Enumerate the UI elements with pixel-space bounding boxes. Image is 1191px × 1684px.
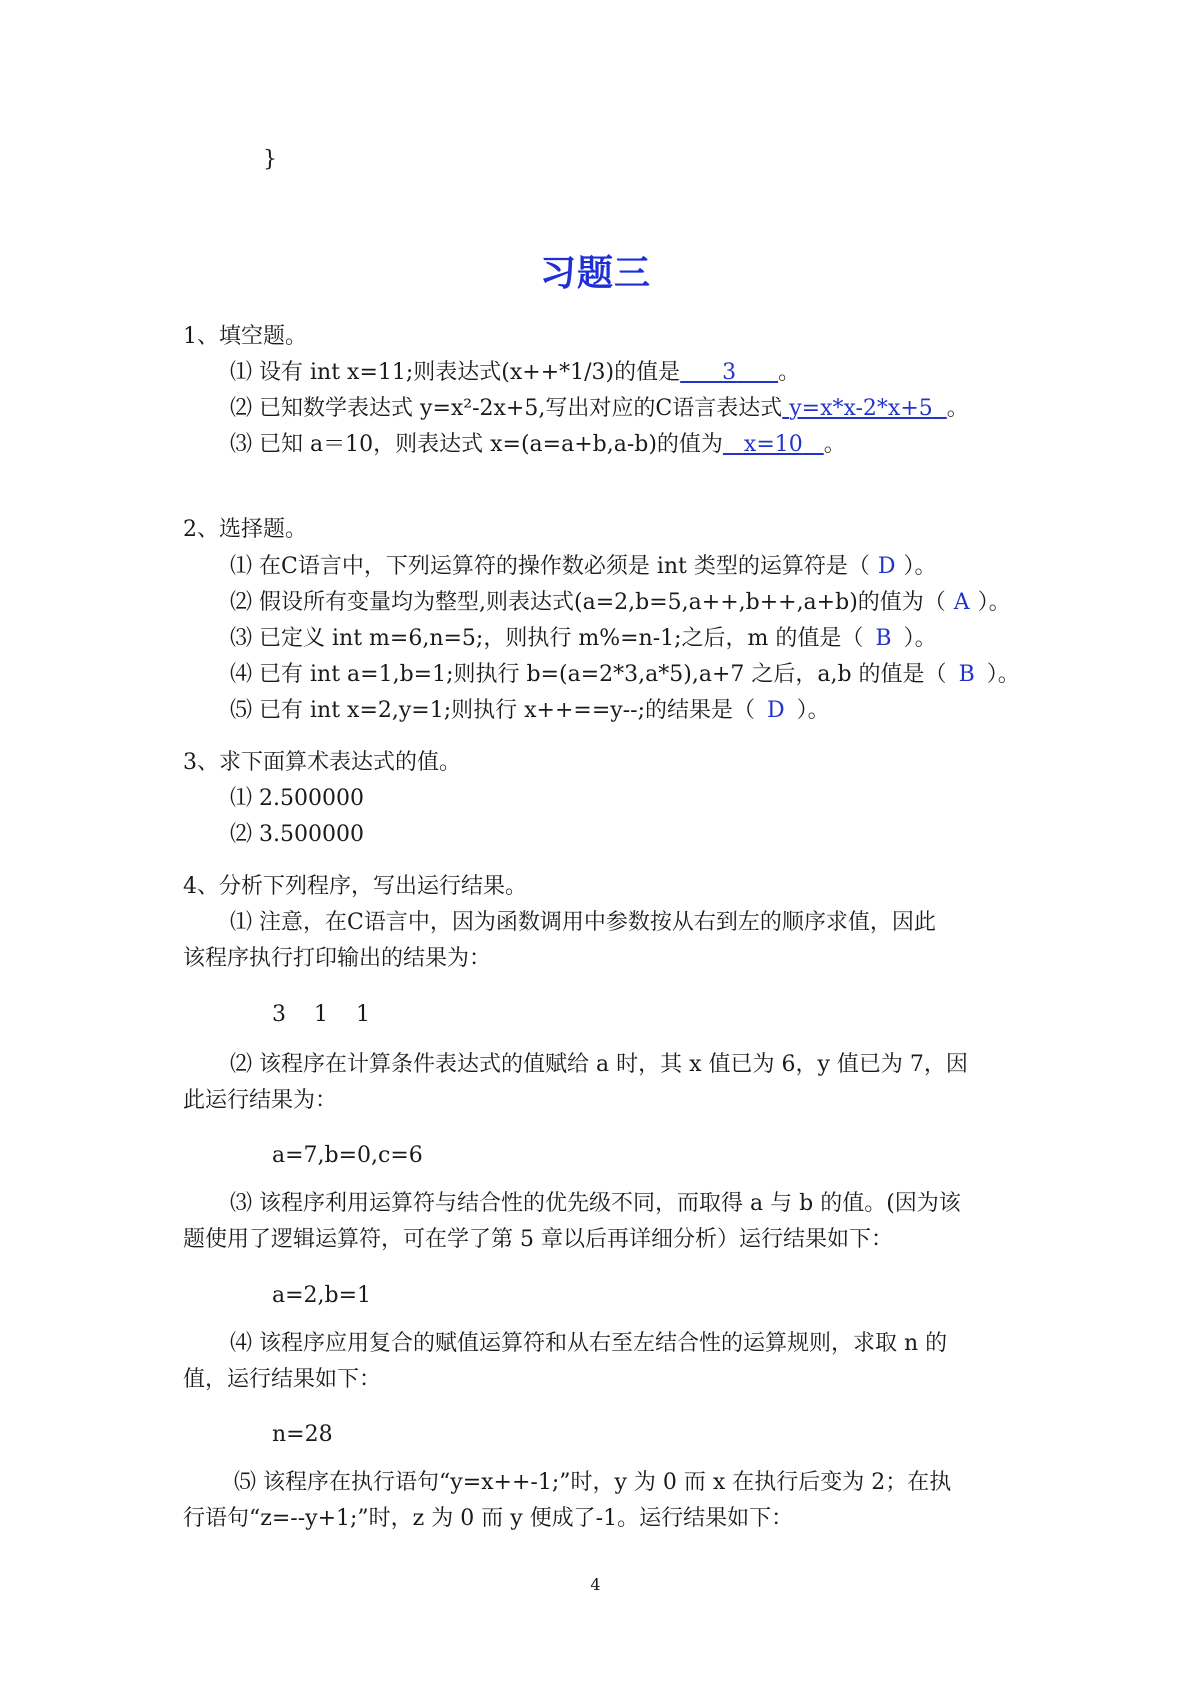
question-end: ）。	[903, 626, 937, 651]
arith-answer-2	[230, 820, 364, 850]
program-2-result: a=7,b=0,c=6	[272, 1143, 423, 1168]
answer-value: 2.500000	[259, 786, 364, 811]
program-2-line-2: 此运行结果为：	[183, 1088, 338, 1113]
program-number: ⑷	[230, 1331, 253, 1356]
choice-question-4	[230, 660, 1020, 690]
answer-choice: B	[958, 662, 975, 687]
program-text: 该程序在执行语句“y=x++-1;”时，y 为 0 而 x 在执行后变为 2；在执	[263, 1470, 952, 1495]
program-number: ⑵	[230, 1052, 253, 1077]
fill-question-3	[230, 430, 846, 460]
answer-choice: B	[875, 626, 892, 651]
question-number: ⑴	[230, 360, 253, 385]
answer-blank	[680, 360, 778, 385]
question-end: ）。	[977, 590, 1011, 615]
answer-value: y=x*x-2*x+5	[789, 396, 933, 421]
choice-question-3	[230, 624, 937, 654]
program-number: ⑸	[234, 1470, 257, 1495]
answer-value: 3	[722, 360, 737, 385]
program-text: 注意，在C语言中，因为函数调用中参数按从右到左的顺序求值，因此	[259, 910, 936, 935]
program-1-line-2: 该程序执行打印输出的结果为：	[183, 946, 492, 971]
program-4-line-1	[230, 1329, 947, 1359]
program-text: 该程序应用复合的赋值运算符和从右至左结合性的运算规则，求取 n 的	[259, 1331, 948, 1356]
answer-choice: D	[767, 698, 785, 723]
program-1-result: 3 1 1	[272, 1002, 370, 1027]
program-text: 该程序在计算条件表达式的值赋给 a 时，其 x 值已为 6，y 值已为 7，因	[259, 1052, 968, 1077]
program-3-result: a=2,b=1	[272, 1283, 372, 1308]
question-number: ⑸	[230, 698, 253, 723]
answer-blank	[782, 396, 947, 421]
program-1-line-1	[230, 908, 936, 938]
answer-value: 3.500000	[259, 822, 364, 847]
section-1-heading: 1、填空题。	[183, 324, 307, 349]
program-3-line-2: 题使用了逻辑运算符，可在学了第 5 章以后再详细分析）运行结果如下：	[183, 1227, 893, 1252]
choice-question-5	[230, 696, 830, 726]
program-5-line-1	[234, 1468, 951, 1498]
question-number: ⑶	[230, 432, 253, 457]
question-number: ⑴	[230, 554, 253, 579]
program-5-line-2: 行语句“z=--y+1;”时，z 为 0 而 y 便成了-1。运行结果如下：	[183, 1506, 794, 1531]
program-4-result: n=28	[272, 1422, 333, 1447]
question-end: 。	[946, 396, 969, 421]
page-number: 4	[590, 1575, 601, 1594]
closing-brace: }	[263, 147, 277, 172]
question-end: ）。	[796, 698, 830, 723]
section-4-heading: 4、分析下列程序，写出运行结果。	[183, 874, 527, 899]
choice-question-1	[230, 552, 937, 582]
question-number: ⑵	[230, 396, 253, 421]
answer-value: x=10	[743, 432, 803, 457]
question-end: 。	[823, 432, 846, 457]
question-text: 设有 int x=11;则表达式(x++*1/3)的值是	[259, 360, 681, 385]
program-3-line-1	[230, 1189, 961, 1219]
answer-choice: D	[877, 554, 896, 579]
choice-question-2	[230, 588, 1011, 618]
section-3-heading: 3、求下面算术表达式的值。	[183, 750, 461, 775]
program-number: ⑶	[230, 1191, 253, 1216]
question-text: 假设所有变量均为整型,则表达式(a=2,b=5,a++,b++,a+b)的值为（	[259, 590, 946, 615]
question-text: 已有 int a=1,b=1;则执行 b=(a=2*3,a*5),a+7 之后，a,b 的值是（	[259, 662, 947, 687]
question-number: ⑵	[230, 590, 253, 615]
question-end: ）。	[986, 662, 1020, 687]
page-title: 习题三	[539, 252, 651, 294]
question-number: ⑶	[230, 626, 253, 651]
question-end: 。	[778, 360, 801, 385]
answer-choice: A	[953, 590, 970, 615]
fill-question-1	[230, 358, 800, 388]
program-2-line-1	[230, 1050, 968, 1080]
question-text: 已定义 int m=6,n=5;，则执行 m%=n-1;之后，m 的值是（	[259, 626, 864, 651]
fill-question-2	[230, 394, 969, 424]
question-text: 在C语言中，下列运算符的操作数必须是 int 类型的运算符是（	[259, 554, 870, 579]
answer-number: ⑵	[230, 822, 253, 847]
section-2-heading: 2、选择题。	[183, 517, 307, 542]
program-4-line-2: 值，运行结果如下：	[183, 1367, 382, 1392]
program-number: ⑴	[230, 910, 253, 935]
question-end: ）。	[903, 554, 937, 579]
question-text: 已知 a＝10，则表达式 x=(a=a+b,a-b)的值为	[259, 432, 723, 457]
answer-number: ⑴	[230, 786, 253, 811]
answer-blank	[723, 432, 824, 457]
program-text: 该程序利用运算符与结合性的优先级不同，而取得 a 与 b 的值。(因为该	[259, 1191, 961, 1216]
arith-answer-1	[230, 784, 364, 814]
question-text: 已有 int x=2,y=1;则执行 x++==y--;的结果是（	[259, 698, 755, 723]
question-number: ⑷	[230, 662, 253, 687]
question-text: 已知数学表达式 y=x²-2x+5,写出对应的C语言表达式	[259, 396, 783, 421]
